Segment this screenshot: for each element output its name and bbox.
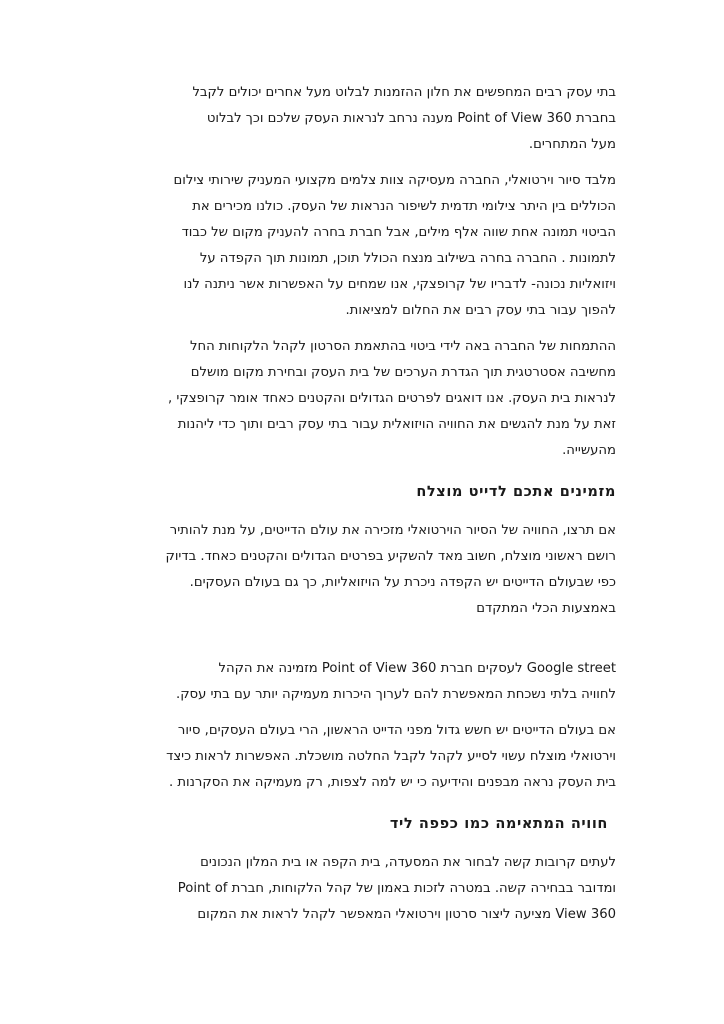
paragraph-dating — [108, 518, 616, 622]
text-line: View 360 מציעה ליצור סרטון וירטואלי המאפשר לקהל לראות את המקום — [197, 907, 616, 922]
text-line: להפוך עבור בתי עסק רבים את החלום למציאות. — [345, 303, 616, 318]
text-line: לעתים קרובות קשה לבחור את המסעדה, בית הקפה או בית המלון הנכונים — [200, 855, 616, 870]
text-line: לחוויה בלתי נשכחת המאפשרת להם לערוך היכרות מעמיקה יותר עם בתי עסק. — [176, 687, 616, 702]
document-page — [108, 80, 616, 928]
paragraph-intro — [108, 80, 616, 158]
text-line: ומדובר בבחירה קשה. במטרה לזכות באמון של קהל הלקוחות, חברת Point of — [177, 881, 616, 896]
text-line: רושם ראשוני מוצלח, חשוב מאד להשקיע בפרטים הגדולים והקטנים כאחד. בדיוק — [165, 549, 616, 564]
text-line: מהעשייה. — [562, 443, 616, 458]
text-line: מעל המתחרים. — [528, 137, 616, 152]
text-line: בחברת Point of View 360 מענה נרחב לנראות העסק שלכם וכך לבלוט — [206, 111, 616, 126]
paragraph-fit — [108, 850, 616, 928]
text-line: ההתמחות של החברה באה לידי ביטוי בהתאמת הסרטון לקהל הלקוחות החל — [189, 339, 616, 354]
section-heading: חוויה המתאימה כמו כפפה ליד — [389, 816, 608, 832]
text-line: לתמונות . החברה בחרה בשילוב מנצח הכולל תוכן, תמונות תוך הקפדה על — [199, 251, 616, 266]
text-line: ויזואליות נכונה- לדבריו של קרופצקי, אנו שמחים על האפשרות אשר ניתנה לנו — [183, 277, 616, 292]
text-line: הביטוי תמונה אחת שווה אלף מילים, אבל חברת בחרה להעניק מקום של כבוד — [181, 225, 616, 240]
text-line: אם בעולם הדייטים יש חשש גדול מפני הדייט הראשון, הרי בעולם העסקים, סיור — [177, 723, 616, 738]
text-line: Google street לעסקים חברת Point of View 360 מזמינה את הקהל — [218, 661, 616, 676]
paragraph-photography — [108, 168, 616, 324]
text-line: כפי שבעולם הדייטים יש הקפדה ניכרת על הויזואליות, כך גם בעולם העסקים. — [189, 575, 616, 590]
text-line: וירטואלי מוצלח עשוי לסייע לקהל לקבל החלטה מושכלת. האפשרות לראות כיצד — [166, 749, 616, 764]
text-line: בתי עסק רבים המחפשים את חלון ההזמנות לבלוט מעל אחרים יכולים לקבל — [192, 85, 616, 100]
text-line: הכוללים בין היתר צילומי תדמית לשיפור הנראות של העסק. כולנו מכירים את — [192, 199, 616, 214]
section-heading: מזמינים אתכם לדייט מוצלח — [416, 484, 616, 500]
text-line: זאת על מנת להגשים את החוויה הויזואלית עבור בתי עסק רבים ותוך כדי ליהנות — [177, 417, 616, 432]
text-line: מלבד סיור וירטואלי, החברה מעסיקה צוות צלמים מקצועי המעניק שירותי צילום — [173, 173, 616, 188]
text-line: לנראות בית העסק. אנו דואגים לפרטים הגדולים והקטנים כאחד אומר קרופצקי , — [168, 391, 616, 406]
text-line: באמצעות הכלי המתקדם — [476, 601, 616, 616]
text-line: מחשיבה אסטרטגית תוך הגדרת הערכים של בית העסק ובחירת מקום מושלם — [190, 365, 616, 380]
paragraph-first-date — [108, 718, 616, 796]
paragraph-expertise — [108, 334, 616, 464]
paragraph-google-street — [108, 656, 616, 708]
text-line: אם תרצו, החוויה של הסיור הוירטואלי מזכירה את עולם הדייטים, על מנת להותיר — [169, 523, 616, 538]
text-line: בית העסק נראה מבפנים והידיעה כי יש למה לצפות, רק מעמיקה את הסקרנות . — [168, 775, 616, 790]
